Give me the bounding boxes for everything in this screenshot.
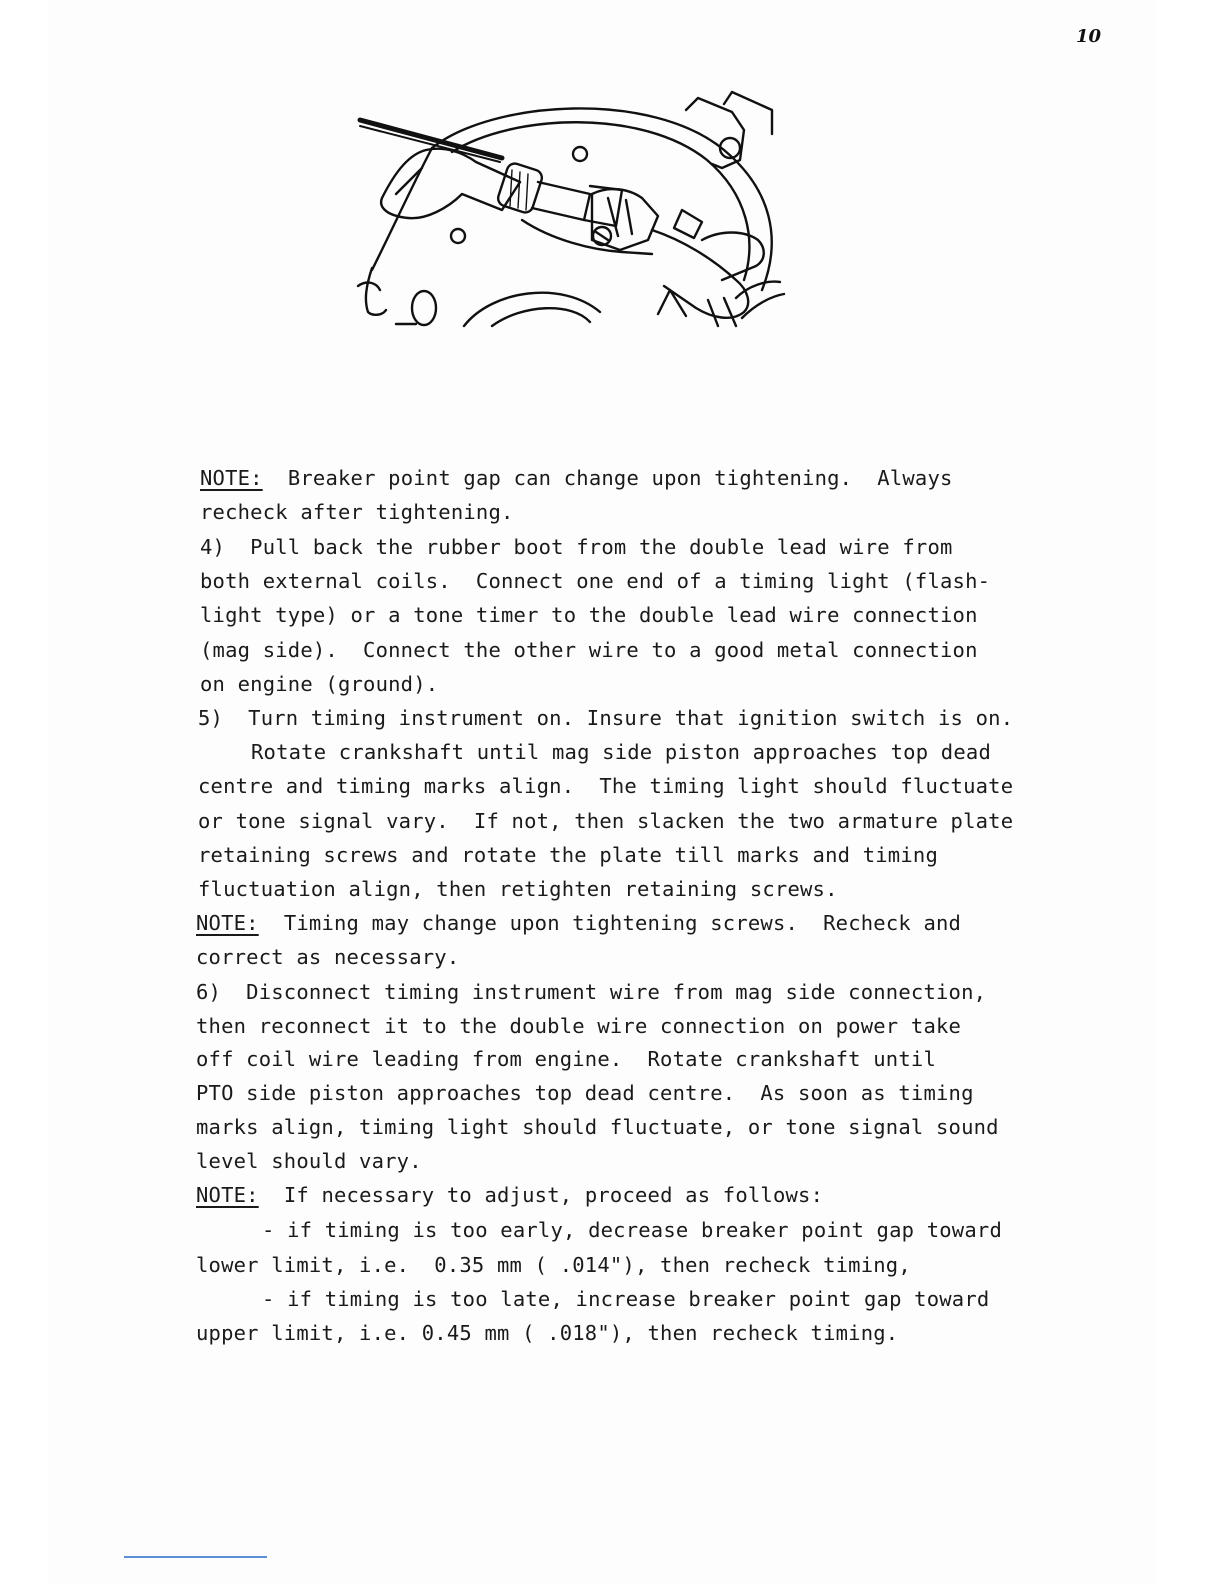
note-text: Breaker point gap can change upon tightening. Always (287, 466, 953, 490)
note-1-line-2: recheck after tightening. (200, 500, 514, 524)
bullet-2-line-2: upper limit, i.e. 0.45 mm ( .018"), then recheck timing. (196, 1321, 899, 1345)
note-3-line-1 (196, 1183, 823, 1207)
step-5-line-6: fluctuation align, then retighten retaining screws. (198, 877, 838, 901)
step-4-line-2: both external coils. Connect one end of a timing light (flash- (200, 569, 991, 593)
bullet-1-line-2: lower limit, i.e. 0.35 mm ( .014"), then recheck timing, (196, 1253, 911, 1277)
note-label: NOTE: (196, 911, 259, 935)
note-2-line-1 (196, 911, 961, 935)
note-text: If necessary to adjust, proceed as follows: (283, 1183, 824, 1207)
step-6-line-2: then reconnect it to the double wire connection on power take (196, 1014, 962, 1038)
note-1-line-1 (200, 466, 953, 490)
step-5-line-2: Rotate crankshaft until mag side piston approaches top dead (251, 740, 991, 764)
note-2-line-2: correct as necessary. (196, 945, 460, 969)
step-5-line-4: or tone signal vary. If not, then slacken the two armature plate (198, 809, 1014, 833)
note-label: NOTE: (200, 466, 263, 490)
step-4-line-3: light type) or a tone timer to the double lead wire connection (200, 603, 978, 627)
step-5-line-5: retaining screws and rotate the plate till marks and timing (198, 843, 938, 867)
breaker-point-illustration (352, 90, 792, 340)
bullet-1-line-1: - if timing is too early, decrease breaker point gap toward (262, 1218, 1002, 1242)
step-6-line-1: 6) Disconnect timing instrument wire from mag side connection, (196, 980, 987, 1004)
step-4-line-1: 4) Pull back the rubber boot from the double lead wire from (200, 535, 953, 559)
step-4-line-5: on engine (ground). (200, 672, 439, 696)
bullet-2-line-1: - if timing is too late, increase breaker point gap toward (262, 1287, 990, 1311)
step-6-line-3: off coil wire leading from engine. Rotate crankshaft until (196, 1047, 936, 1071)
step-6-line-4: PTO side piston approaches top dead centre. As soon as timing (196, 1081, 974, 1105)
note-text: Timing may change upon tightening screws. Recheck and (283, 911, 962, 935)
step-5-line-1: 5) Turn timing instrument on. Insure that ignition switch is on. (198, 706, 1014, 730)
step-4-line-4: (mag side). Connect the other wire to a good metal connection (200, 638, 978, 662)
step-6-line-5: marks align, timing light should fluctuate, or tone signal sound (196, 1115, 999, 1139)
note-label: NOTE: (196, 1183, 259, 1207)
footer-rule (124, 1556, 267, 1558)
step-6-line-6: level should vary. (196, 1149, 422, 1173)
page-number: 10 (1076, 26, 1102, 47)
step-5-line-3: centre and timing marks align. The timing light should fluctuate (198, 774, 1014, 798)
